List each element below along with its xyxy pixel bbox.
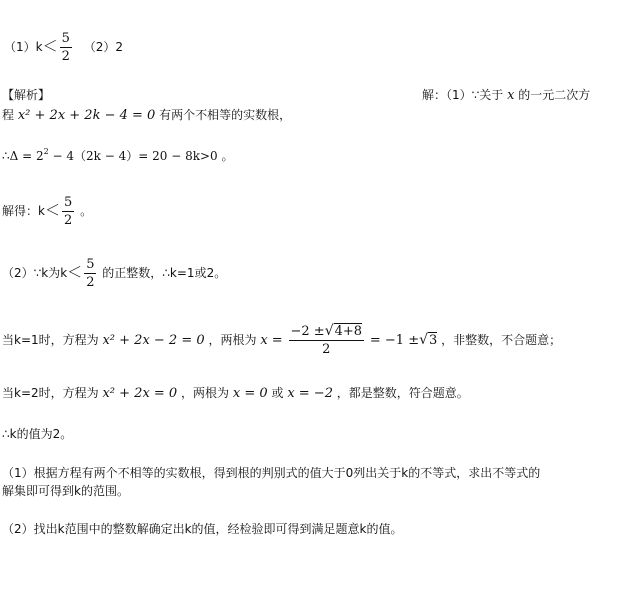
analysis-part1-line2: 解集即可得到k的范围。 <box>2 484 129 498</box>
solve-prefix: 解得：k <box>2 204 45 218</box>
intro-line2 <box>2 107 291 124</box>
fraction-numerator: 5 <box>61 31 70 46</box>
radical-sign: √ <box>324 323 334 339</box>
numerator-prefix: −2 ± <box>290 324 325 339</box>
k1-suffix: ，非整数，不合题意； <box>441 333 562 347</box>
root-one: x = 0 <box>232 386 268 401</box>
fraction-denominator: 2 <box>63 213 73 228</box>
root-denominator: 2 <box>322 342 331 357</box>
k1-mid: ，两根为 <box>208 333 257 347</box>
intro-right <box>422 87 590 104</box>
root-fraction <box>289 323 365 358</box>
radicand: 4+8 <box>334 324 363 339</box>
exponent: 2 <box>43 147 49 156</box>
or-word: 或 <box>271 386 284 400</box>
analysis-part2: （2）找出k范围中的整数解确定出k的值，经检验即可得到满足题意k的值。 <box>2 522 403 536</box>
root-numerator <box>289 323 365 341</box>
analysis-part1-line1: （1）根据方程有两个不相等的实数根，得到根的判别式的值大于0列出关于k的不等式，求出不等式的 <box>2 466 541 480</box>
intro-text: 解：（1）∵关于 <box>422 88 504 102</box>
k1-prefix: 当k=1时，方程为 <box>2 333 99 347</box>
conclusion: ∴k的值为2。 <box>2 427 73 441</box>
fraction-numerator: 5 <box>86 257 95 272</box>
radicand: 3 <box>429 333 438 348</box>
k2-prefix: 当k=2时，方程为 <box>2 386 99 400</box>
less-than-sign: ＜ <box>42 37 58 55</box>
discriminant-line <box>2 148 234 164</box>
part2-prefix: （2）∵k为k <box>2 266 68 280</box>
intro-tail: 的一元二次方 <box>518 88 591 102</box>
k2-suffix: ，都是整数，符合题意。 <box>336 386 469 400</box>
k2-equation: x² + 2x = 0 <box>102 386 178 401</box>
quadratic-equation: x² + 2x + 2k − 4 = 0 <box>17 108 156 123</box>
answer-line <box>4 26 123 67</box>
fraction-numerator: 5 <box>63 195 73 210</box>
fraction-five-halves <box>84 256 96 291</box>
fraction-denominator: 2 <box>61 49 70 64</box>
answer-part2: （2）2 <box>83 40 123 54</box>
answer-part1-label: （1）k <box>4 40 43 54</box>
part2-suffix: 的正整数，∴k=1或2。 <box>102 266 227 280</box>
intro-line2-suffix: 有两个不相等的实数根， <box>159 108 292 122</box>
radical-sign: √ <box>419 332 429 348</box>
root-two: x = −2 <box>287 386 333 401</box>
discriminant-rest: − 4（2k − 4）= 20 − 8k>0 。 <box>48 149 234 163</box>
fraction-denominator: 2 <box>86 275 95 290</box>
solve-suffix: 。 <box>80 204 93 218</box>
less-than-sign: ＜ <box>67 263 83 281</box>
k1-equation: x² + 2x − 2 = 0 <box>102 333 205 348</box>
fraction-five-halves <box>62 194 74 229</box>
k2-mid: ，两根为 <box>181 386 230 400</box>
discriminant-prefix: ∴Δ = 2 <box>2 149 44 163</box>
simplified-root: = −1 ± <box>369 333 420 348</box>
analysis-heading: 【解析】 <box>2 88 51 102</box>
x-equals: x = <box>260 333 283 348</box>
fraction-five-halves <box>60 30 72 65</box>
k2-line <box>2 385 469 402</box>
less-than-sign: ＜ <box>44 201 60 219</box>
intro-line2-prefix: 程 <box>2 108 15 122</box>
part2-line <box>2 252 226 293</box>
variable-x: x <box>507 88 515 103</box>
solve-line <box>2 190 92 231</box>
k1-line <box>2 320 561 361</box>
